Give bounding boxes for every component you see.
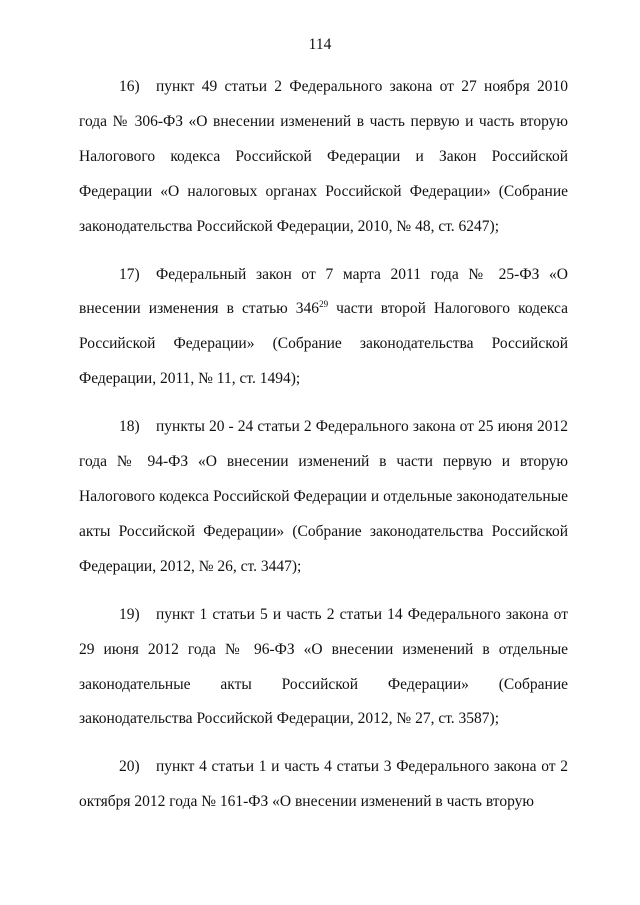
item-text-continued: части второй Налогового кодекса Российской Федерации» (Собрание законодательства Российской Федерации, 2011, № 11, ст. 1494); [79, 300, 568, 388]
item-text: Федеральный закон от 7 марта 2011 года № 25-ФЗ «О внесении изменения в статью 346 [79, 265, 568, 318]
item-number: 18) [119, 418, 140, 436]
list-item-18 [79, 410, 568, 585]
item-text: пункт 1 статьи 5 и часть 2 статьи 14 Федерального закона от 29 июня 2012 года № 96-ФЗ «О внесении изменений в отдельные законодательные акты Российской Федерации» (Собрание законодательства Российской Федерации, 2012, № 27, ст. 3587); [79, 605, 568, 728]
item-text: пункты 20 - 24 статьи 2 Федерального закона от 25 июня 2012 года № 94-ФЗ «О внесении изменений в части первую и вторую Налогового кодекса Российской Федерации и отдельные законодательные акты Российской Федерации» (Собрание законодательства Российской Федерации, 2012, № 26, ст. 3447); [79, 418, 568, 575]
list-items [79, 70, 568, 833]
item-text: пункт 4 статьи 1 и часть 4 статьи 3 Федерального закона от 2 октября 2012 года № 161-ФЗ «О внесении изменений в часть вторую [79, 758, 568, 811]
list-item-20 [79, 750, 568, 820]
item-number: 19) [119, 605, 140, 623]
page-number: 114 [308, 36, 332, 53]
item-text: пункт 49 статьи 2 Федерального закона от 27 ноября 2010 года № 306-ФЗ «О внесении изменений в часть первую и часть вторую Налогового кодекса Российской Федерации и Закон Российской Федерации «О налоговых органах Российской Федерации» (Собрание законодательства Российской Федерации, 2010, № 48, ст. 6247); [79, 78, 568, 235]
list-item-17 [79, 258, 568, 398]
item-number: 20) [119, 758, 140, 776]
list-item-16 [79, 70, 568, 245]
list-item-19 [79, 598, 568, 738]
item-number: 17) [119, 265, 140, 283]
item-number: 16) [119, 78, 140, 95]
superscript: 29 [319, 299, 329, 310]
